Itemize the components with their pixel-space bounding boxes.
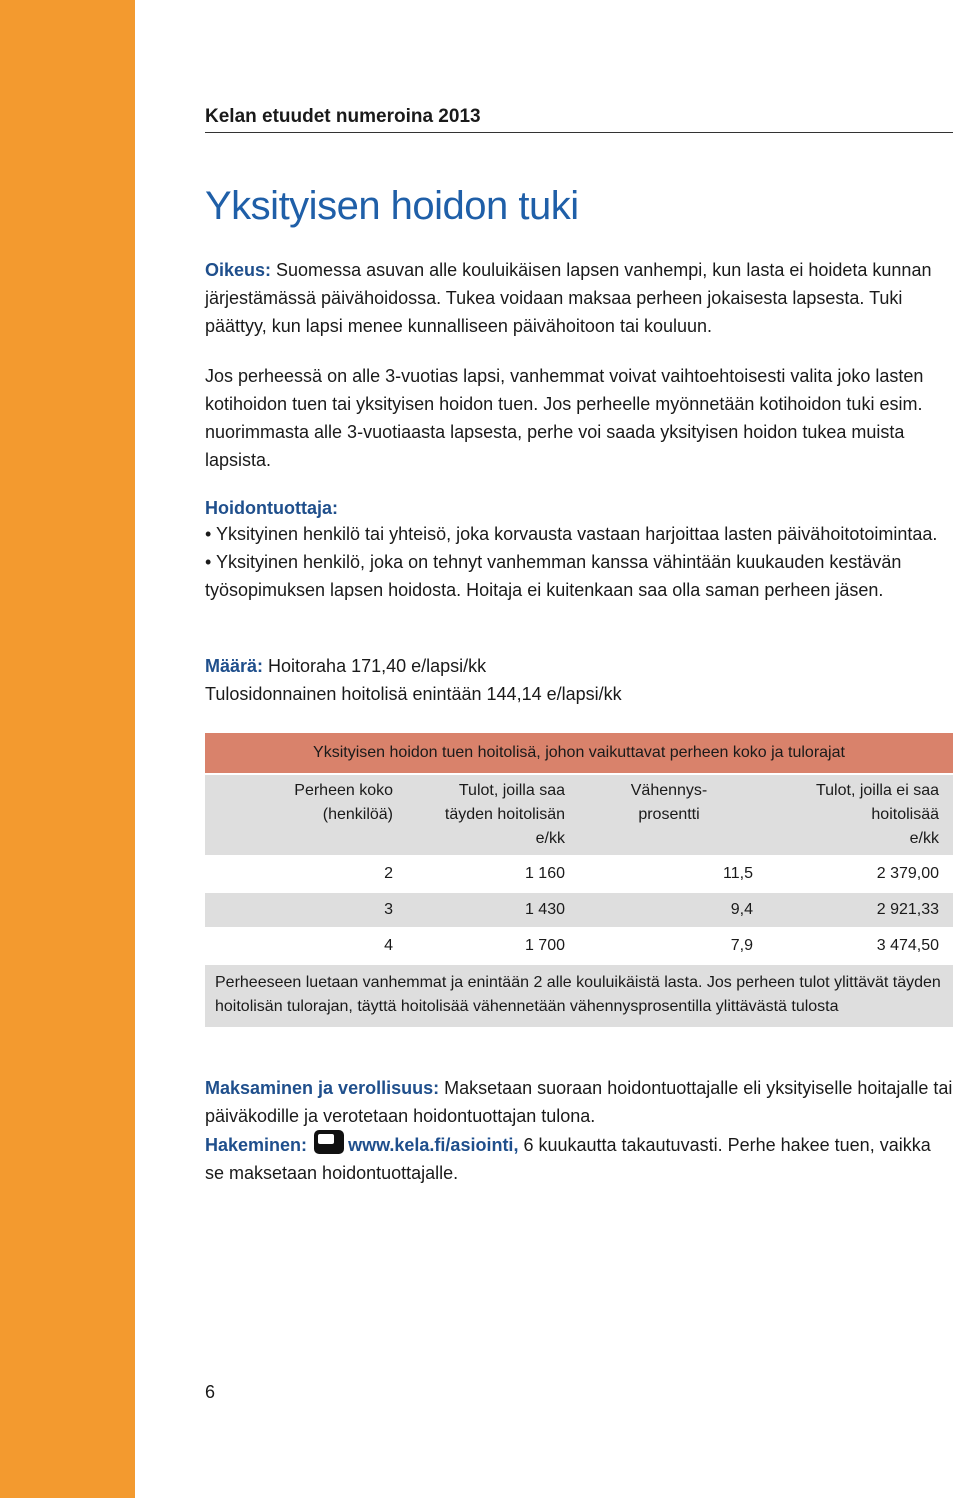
hoidontuottaja-label: Hoidontuottaja:	[205, 498, 338, 518]
table-header-cell	[395, 779, 565, 851]
table-title: Yksityisen hoidon tuen hoitolisä, johon vaikuttavat perheen koko ja tulorajat	[205, 733, 953, 773]
oikeus-label: Oikeus:	[205, 260, 272, 280]
table-cell: 9,4	[730, 901, 753, 918]
table-row	[205, 857, 953, 891]
table-header-row	[205, 775, 953, 855]
header-line: Perheen koko	[294, 782, 393, 799]
header-line: Tulot, joilla ei saa	[815, 782, 939, 799]
table-cell: 4	[384, 937, 393, 954]
table-cell: 2 379,00	[876, 865, 939, 882]
header-line: Vähennys-	[630, 782, 708, 799]
maara-line2: Tulosidonnainen hoitolisä enintään 144,14 e/lapsi/kk	[205, 684, 622, 704]
page-number: 6	[205, 1382, 216, 1402]
maara-paragraph	[205, 652, 953, 708]
maksaminen-text: Maksetaan suoraan hoidontuottajalle eli yksityiselle hoitajalle tai päiväkodille ja verotetaan hoidontuottajan tulona.	[205, 1078, 953, 1126]
list-item: • Yksityinen henkilö tai yhteisö, joka korvausta vastaan harjoittaa lasten päivähoitotoimintaa.	[205, 524, 938, 544]
table-cell: 7,9	[730, 937, 753, 954]
header-line: täyden hoitolisän	[444, 806, 565, 823]
header-line: (henkilöä)	[322, 806, 393, 823]
maara-line1: Hoitoraha 171,40 e/lapsi/kk	[263, 656, 487, 676]
table-header-cell	[585, 779, 753, 827]
header-line: Tulot, joilla saa	[458, 782, 565, 799]
table-header-cell	[765, 779, 939, 851]
hakeminen-text: 6 kuukautta takautuvasti. Perhe hakee tuen, vaikka se maksetaan hoidontuottajalle.	[205, 1135, 931, 1183]
header-line: e/kk	[909, 830, 939, 847]
maara-label: Määrä:	[205, 656, 264, 676]
table-row	[205, 929, 953, 963]
table-row	[205, 893, 953, 927]
maksaminen-paragraph	[205, 1074, 953, 1187]
table-header-cell	[205, 779, 393, 827]
hakeminen-label: Hakeminen:	[205, 1135, 308, 1155]
table-cell: 11,5	[723, 865, 753, 882]
list-item: • Yksityinen henkilö, joka on tehnyt vanhemman kanssa vähintään kuukauden kestävän työsopimuksen lapsen hoidosta. Hoitaja ei kuitenkaan saa olla saman perheen jäsen.	[205, 552, 902, 600]
hoidontuottaja-heading	[205, 494, 953, 522]
table-cell: 3 474,50	[876, 937, 939, 954]
hoitolisa-table	[205, 733, 953, 1027]
header-line: hoitolisää	[871, 806, 939, 823]
jos-paragraph: Jos perheessä on alle 3-vuotias lapsi, vanhemmat voivat vaihtoehtoisesti valita joko lasten kotihoidon tuen tai yksityisen hoidon tuen. Jos perheelle myönnetään kotihoidon tuki esim. nuorimmasta alle 3-vuotiaasta lapsesta, perhe voi saada yksityisen hoidon tukea muista lapsista.	[205, 366, 924, 470]
table-cell: 1 700	[524, 937, 565, 954]
table-cell: 2 921,33	[876, 901, 939, 918]
header-line: e/kk	[535, 830, 565, 847]
table-cell: 3	[384, 901, 393, 918]
table-cell: 1 430	[524, 901, 565, 918]
table-cell: 2	[384, 865, 393, 882]
table-cell: 1 160	[524, 865, 565, 882]
computer-icon	[314, 1130, 344, 1154]
header-line: prosentti	[638, 806, 700, 823]
oikeus-text: Suomessa asuvan alle kouluikäisen lapsen vanhempi, kun lasta ei hoideta kunnan järjestämässä päivähoidossa. Tukea voidaan maksaa perheen jokaisesta lapsesta. Tuki päättyy, kun lapsi menee kunnalliseen päivähoitoon tai kouluun.	[205, 260, 932, 336]
hoidontuottaja-list	[205, 520, 953, 604]
maksaminen-label: Maksaminen ja verollisuus:	[205, 1078, 440, 1098]
asiointi-link[interactable]: www.kela.fi/asiointi,	[348, 1135, 519, 1155]
table-note: Perheeseen luetaan vanhemmat ja enintään 2 alle kouluikäistä lasta. Jos perheen tulot ylittävät täyden hoitolisän tulorajan, täyttä hoitolisää vähennetään vähennysprosentilla ylittävästä tulosta	[205, 965, 953, 1027]
running-head: Kelan etuudet numeroina 2013	[205, 106, 953, 133]
oikeus-paragraph	[205, 256, 953, 340]
page-title: Yksityisen hoidon tuki	[205, 184, 579, 228]
orange-side-bar	[0, 0, 135, 1498]
